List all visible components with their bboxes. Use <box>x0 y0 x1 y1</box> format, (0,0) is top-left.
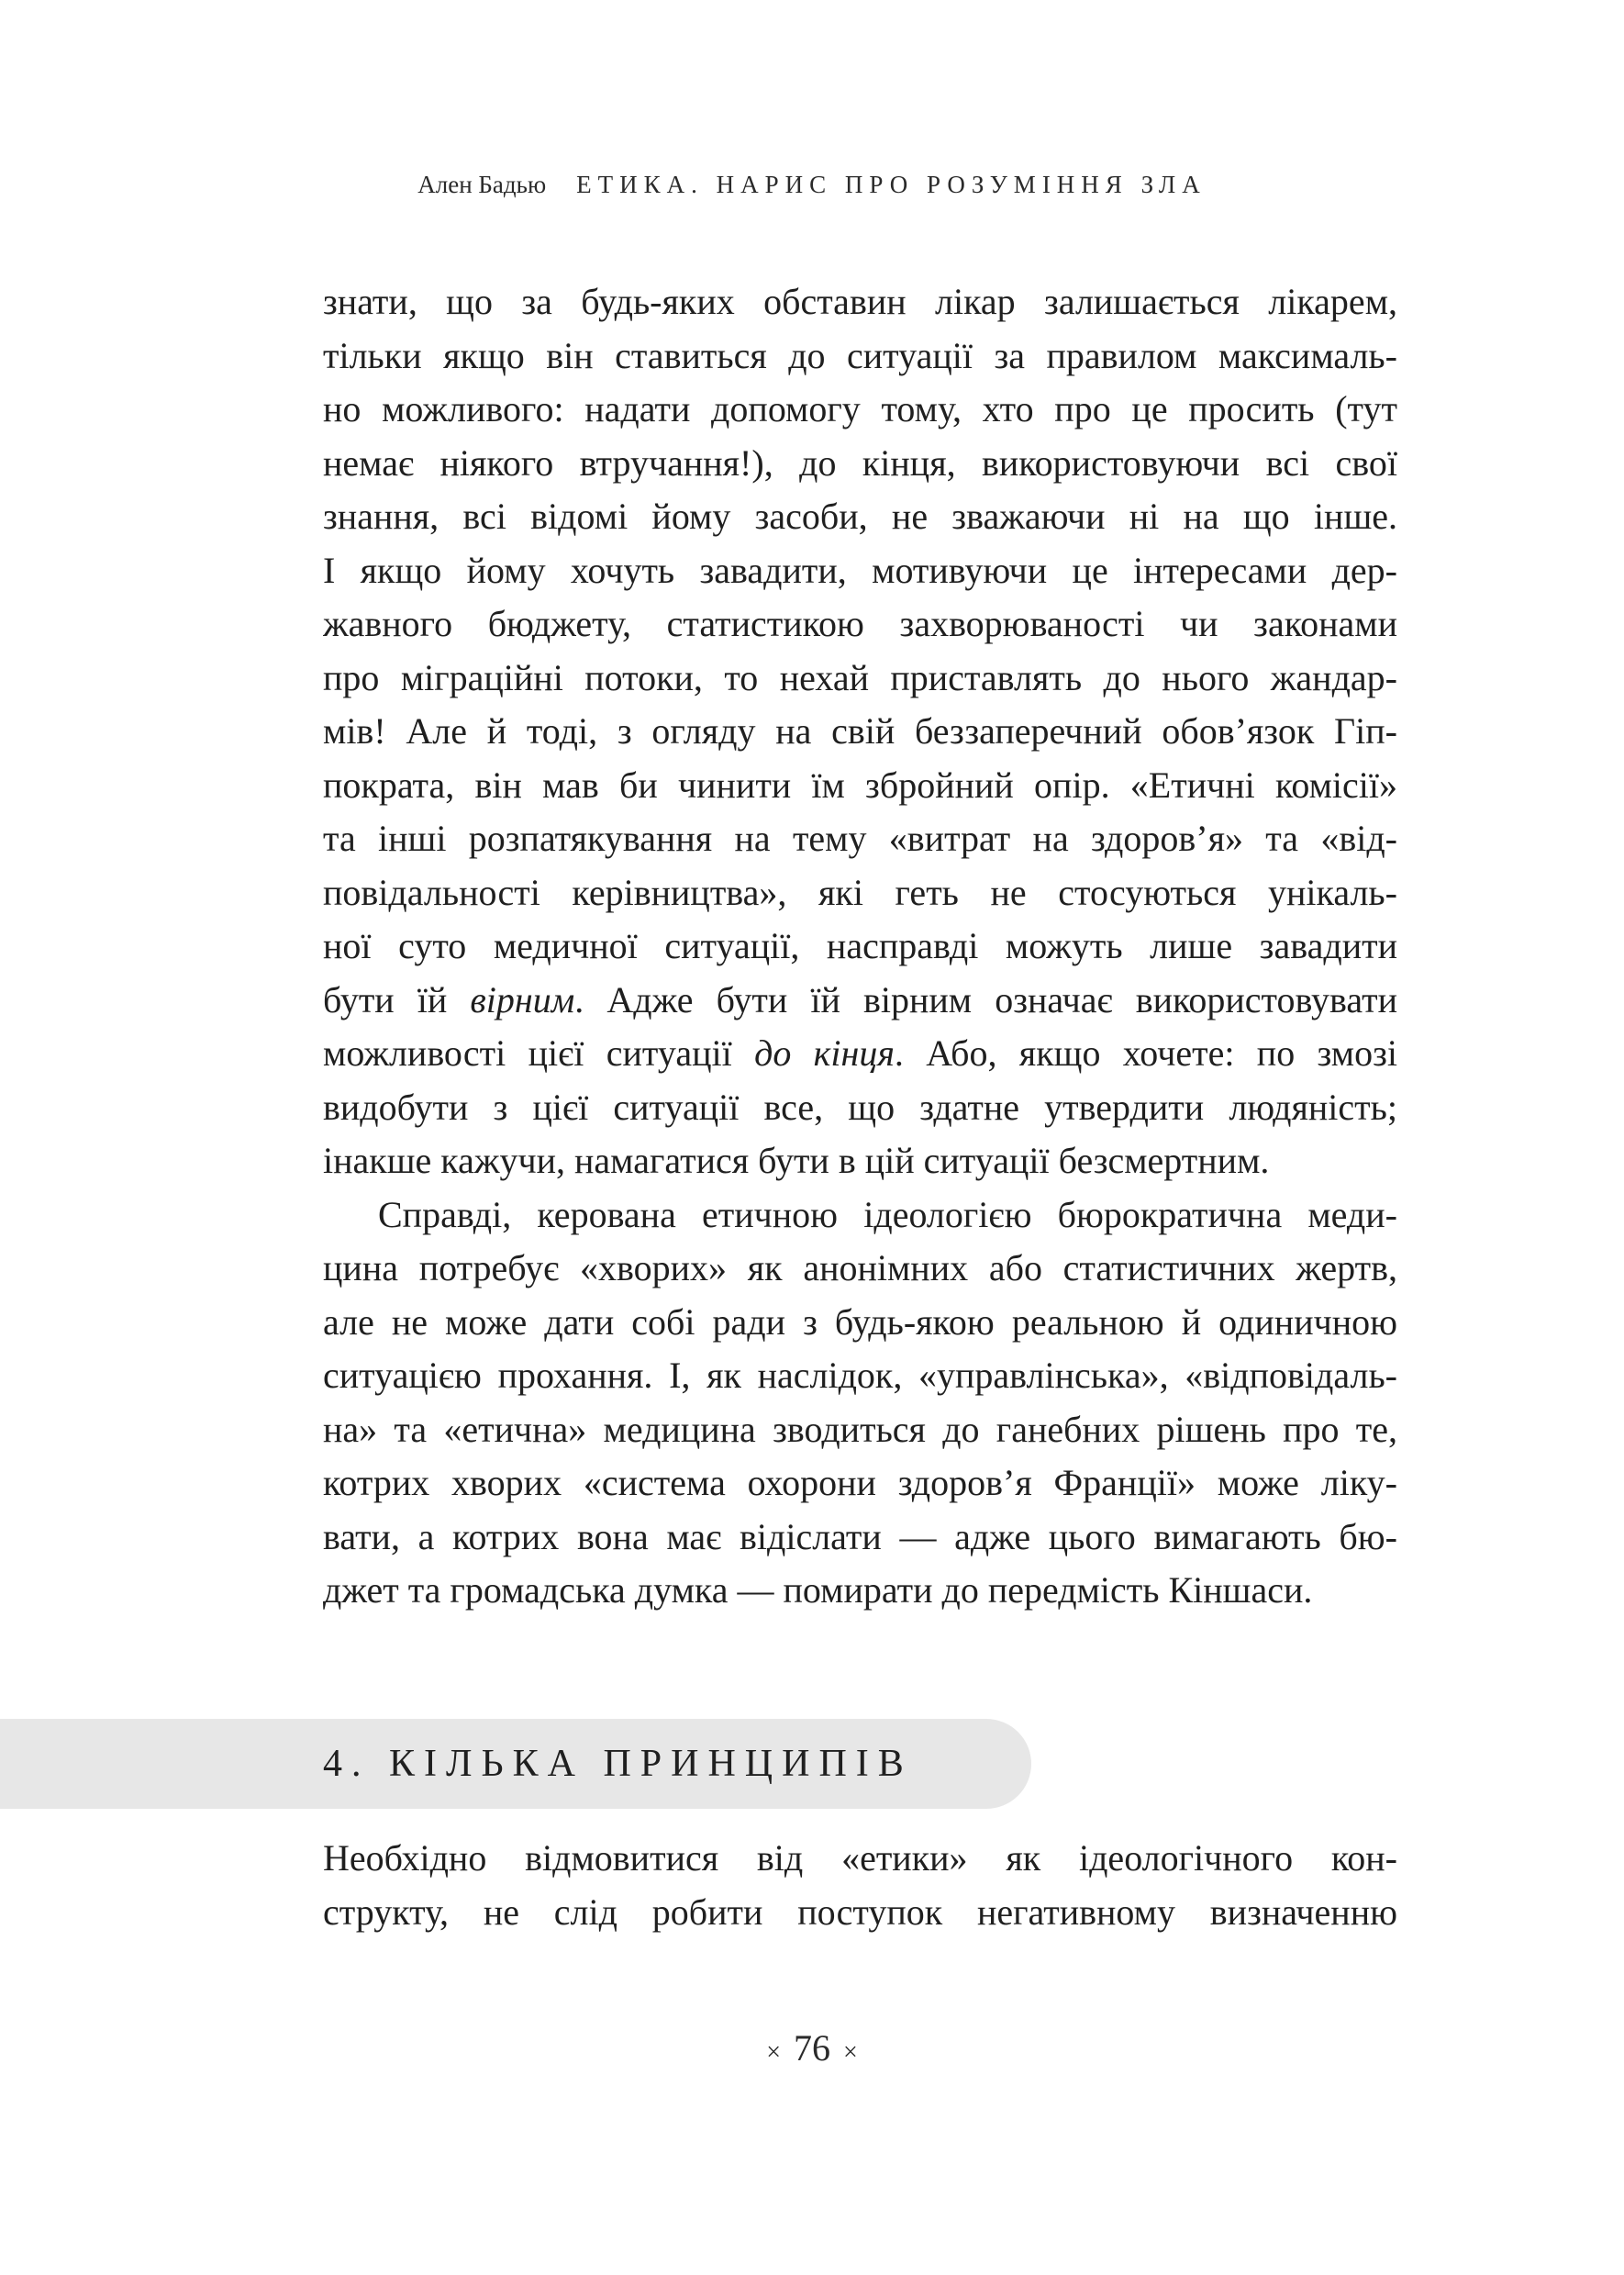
text-line: пократа, він мав би чинити їм збройний опір. «Етичні комісії» <box>323 764 1397 806</box>
text-line: Необхідно відмовитися від «етики» як ідеологічного кон- <box>323 1837 1397 1879</box>
text-line: та інші розпатякування на тему «витрат на здоров’я» та «від- <box>323 818 1397 859</box>
text-line: котрих хворих «система охорони здоров’я Франції» може ліку- <box>323 1462 1397 1503</box>
text-line: немає ніякого втручання!), до кінця, використовуючи всі свої <box>323 441 1397 484</box>
text-line: знання, всі відомі йому засоби, не зважаючи ні на що інше. <box>323 496 1397 537</box>
text-line-with-italic <box>323 1027 1397 1081</box>
page-footer <box>0 2026 1624 2069</box>
text-line: жавного бюджету, статистикою захворюваності чи законами <box>323 603 1397 644</box>
text-line: на» та «етична» медицина зводиться до ганебних рішень про те, <box>323 1408 1397 1450</box>
text-line: структу, не слід робити поступок негативному визначенню <box>323 1890 1397 1933</box>
text-line: но можливого: надати допомогу тому, хто про це просить (тут <box>323 388 1397 429</box>
ornament-right: × <box>843 2038 858 2067</box>
paragraph-last-line: інакше кажучи, намагатися бути в цій ситуації безсмертним. <box>323 1140 1270 1181</box>
text-line: повідальності керівництва», які геть не стосуються унікаль- <box>323 871 1397 913</box>
text-line: тільки якщо він ставиться до ситуації за правилом максималь- <box>323 334 1397 376</box>
text-line: знати, що за будь-яких обставин лікар залишається лікарем, <box>323 281 1397 322</box>
body-text <box>323 275 1397 1618</box>
text-line: про міграційні потоки, то нехай приставлять до нього жандар- <box>323 656 1397 698</box>
ornament-left: × <box>766 2038 781 2067</box>
text-line: мів! Але й тоді, з огляду на свій беззаперечний обов’язок Гіп- <box>323 710 1397 752</box>
paragraph-last-line: джет та громадська думка — помирати до передмість Кіншаси. <box>323 1569 1313 1611</box>
text-line-with-italic <box>323 974 1397 1028</box>
text-line: але не може дати собі ради з будь-якою реальною й одиничною <box>323 1300 1397 1343</box>
text-line: цина потребує «хворих» як анонімних або статистичних жертв, <box>323 1247 1397 1288</box>
italic-emphasis: вірним <box>470 978 575 1020</box>
text-line: І якщо йому хочуть завадити, мотивуючи це інтересами дер- <box>323 549 1397 591</box>
text-line: видобути з цієї ситуації все, що здатне утвердити людяність; <box>323 1086 1397 1128</box>
italic-emphasis: до кінця <box>754 1032 895 1074</box>
page-number: 76 <box>794 2027 830 2069</box>
text-line: вати, а котрих вона має відіслати — адже цього вимагають бю- <box>323 1515 1397 1557</box>
text-line: ної суто медичної ситуації, насправді можуть лише завадити <box>323 925 1397 966</box>
header-book-title: ЕТИКА. НАРИС ПРО РОЗУМІННЯ ЗЛА <box>576 171 1207 198</box>
text-run: можливості цієї ситуації <box>323 1032 755 1074</box>
paragraph-first-line: Справді, керована етичною ідеологією бюрократична меди- <box>378 1193 1397 1235</box>
section-heading: 4. КІЛЬКА ПРИНЦИПІВ <box>323 1743 913 1785</box>
text-run: бути їй <box>323 978 471 1020</box>
text-line: ситуацією прохання. І, як наслідок, «управлінська», «відповідаль- <box>323 1355 1397 1396</box>
text-run: . Або, якщо хочете: по змозі <box>894 1032 1397 1074</box>
section-body-text <box>323 1832 1397 1939</box>
header-author: Ален Бадью <box>417 171 547 198</box>
running-header <box>0 171 1624 200</box>
text-run: . Адже бути їй вірним означає використовувати <box>574 978 1397 1020</box>
